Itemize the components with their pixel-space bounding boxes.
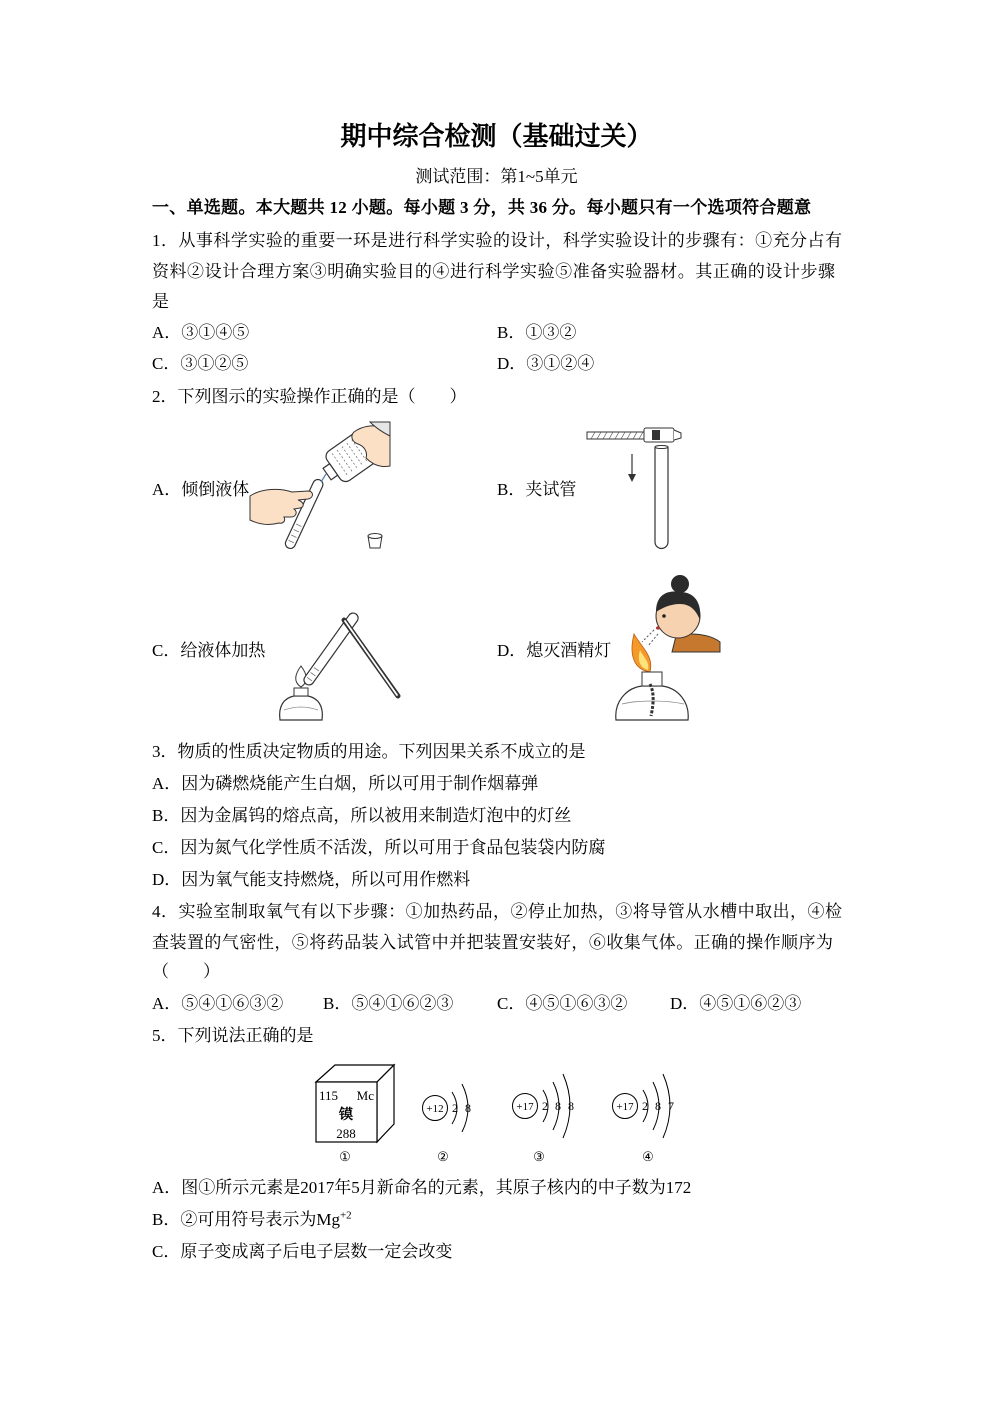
nucleus-charge: +12 [426,1103,444,1115]
electron-shells: 2 8 [452,1101,473,1115]
extinguish-lamp-figure [606,572,722,724]
pouring-liquid-figure [250,422,390,554]
bottle-stopper [368,534,382,549]
q1-option-b: B．①③② [497,323,577,342]
element-name: 镆 [339,1108,353,1123]
eye [662,614,666,618]
q2-option-d: D．熄灭酒精灯 [497,641,612,660]
liquid-stream [321,474,326,482]
charge-superscript: +2 [339,1209,352,1222]
atomic-number: 115 [319,1088,339,1103]
tube-holder [587,428,681,442]
test-scope: 测试范围：第1~5单元 [415,167,578,186]
atom-diagram-3 [513,1074,577,1138]
tube-holder [344,620,398,696]
q4-option-d: D．④⑤①⑥②③ [670,994,802,1013]
test-tube [302,611,360,687]
section-heading: 一、单选题。本大题共 12 小题。每小题 3 分，共 36 分。每小题只有一个选项符合题意 [152,198,812,217]
q5-option-c: C．原子变成离子后电子层数一定会改变 [152,1242,453,1261]
q5-stem: 5．下列说法正确的是 [152,1026,314,1045]
q2-option-a: A．倾倒液体 [152,480,250,499]
nucleus-charge: +17 [516,1101,534,1113]
q3-option-c: C．因为氮气化学性质不活泼，所以可用于食品包装袋内防腐 [152,838,606,857]
q1-option-d: D．③①②④ [497,354,595,373]
figure-label-1: ① [339,1149,351,1164]
q1-option-c: C．③①②⑤ [152,354,249,373]
q2-stem: 2．下列图示的实验操作正确的是（ ） [152,387,467,406]
breath-lines [642,630,658,646]
mouth [656,626,660,629]
atom-diagram-4 [613,1074,677,1138]
figure-label-2: ② [437,1149,449,1164]
q4-option-a: A．⑤④①⑥③② [152,994,284,1013]
figure-label-4: ④ [642,1149,654,1164]
page-title: 期中综合检测（基础过关） [340,122,653,151]
q3-option-a: A．因为磷燃烧能产生白烟，所以可用于制作烟幕弹 [152,774,539,793]
q5-option-a: A．图①所示元素是2017年5月新命名的元素，其原子核内的中子数为172 [152,1178,692,1197]
atomic-structure-figure [310,1060,680,1168]
electron-shells: 2 8 8 [542,1099,576,1113]
q1-stem-line-3: 是 [152,292,169,311]
electron-shells: 2 8 7 [642,1099,676,1113]
test-tube-clamp-figure [582,424,686,554]
q3-option-d: D．因为氧气能支持燃烧，所以可用作燃料 [152,870,471,889]
q4-stem-line-3: （ ） [152,962,220,981]
q5-option-b [152,1208,352,1232]
q1-stem-line-1: 1．从事科学实验的重要一环是进行科学实验的设计，科学实验设计的步骤有：①充分占有 [152,231,843,250]
figure-label-3: ③ [533,1149,545,1164]
q2-option-b: B．夹试管 [497,480,577,499]
q4-option-c: C．④⑤①⑥③② [497,994,628,1013]
element-cell [316,1065,394,1142]
q4-option-b: B．⑤④①⑥②③ [323,994,454,1013]
q4-stem-line-1: 4．实验室制取氧气有以下步骤：①加热药品，②停止加热，③将导管从水槽中取出，④检 [152,902,843,921]
relative-atomic-mass: 288 [336,1126,356,1141]
q4-stem-line-2: 查装置的气密性，⑤将药品装入试管中并把装置安装好，⑥收集气体。正确的操作顺序为 [152,933,834,952]
q2-option-c: C．给液体加热 [152,641,266,660]
down-arrow-icon [628,454,636,482]
q1-stem-line-2: 资料②设计合理方案③明确实验目的④进行科学实验⑤准备实验器材。其正确的设计步骤 [152,262,836,281]
test-tube [655,446,668,549]
atom-diagram-2 [423,1084,474,1132]
q3-option-b: B．因为金属钨的熔点高，所以被用来制造灯泡中的灯丝 [152,806,572,825]
alcohol-lamp [616,672,688,720]
girl-blowing [656,575,720,652]
q1-option-a: A．③①④⑤ [152,323,250,342]
heating-liquid-figure [276,606,402,724]
q5-option-b-text: B．②可用符号表示为Mg [152,1210,340,1229]
nucleus-charge: +17 [616,1101,634,1113]
q3-stem: 3．物质的性质决定物质的用途。下列因果关系不成立的是 [152,742,586,761]
element-symbol: Mc [356,1088,374,1103]
hair-bun [671,575,689,593]
